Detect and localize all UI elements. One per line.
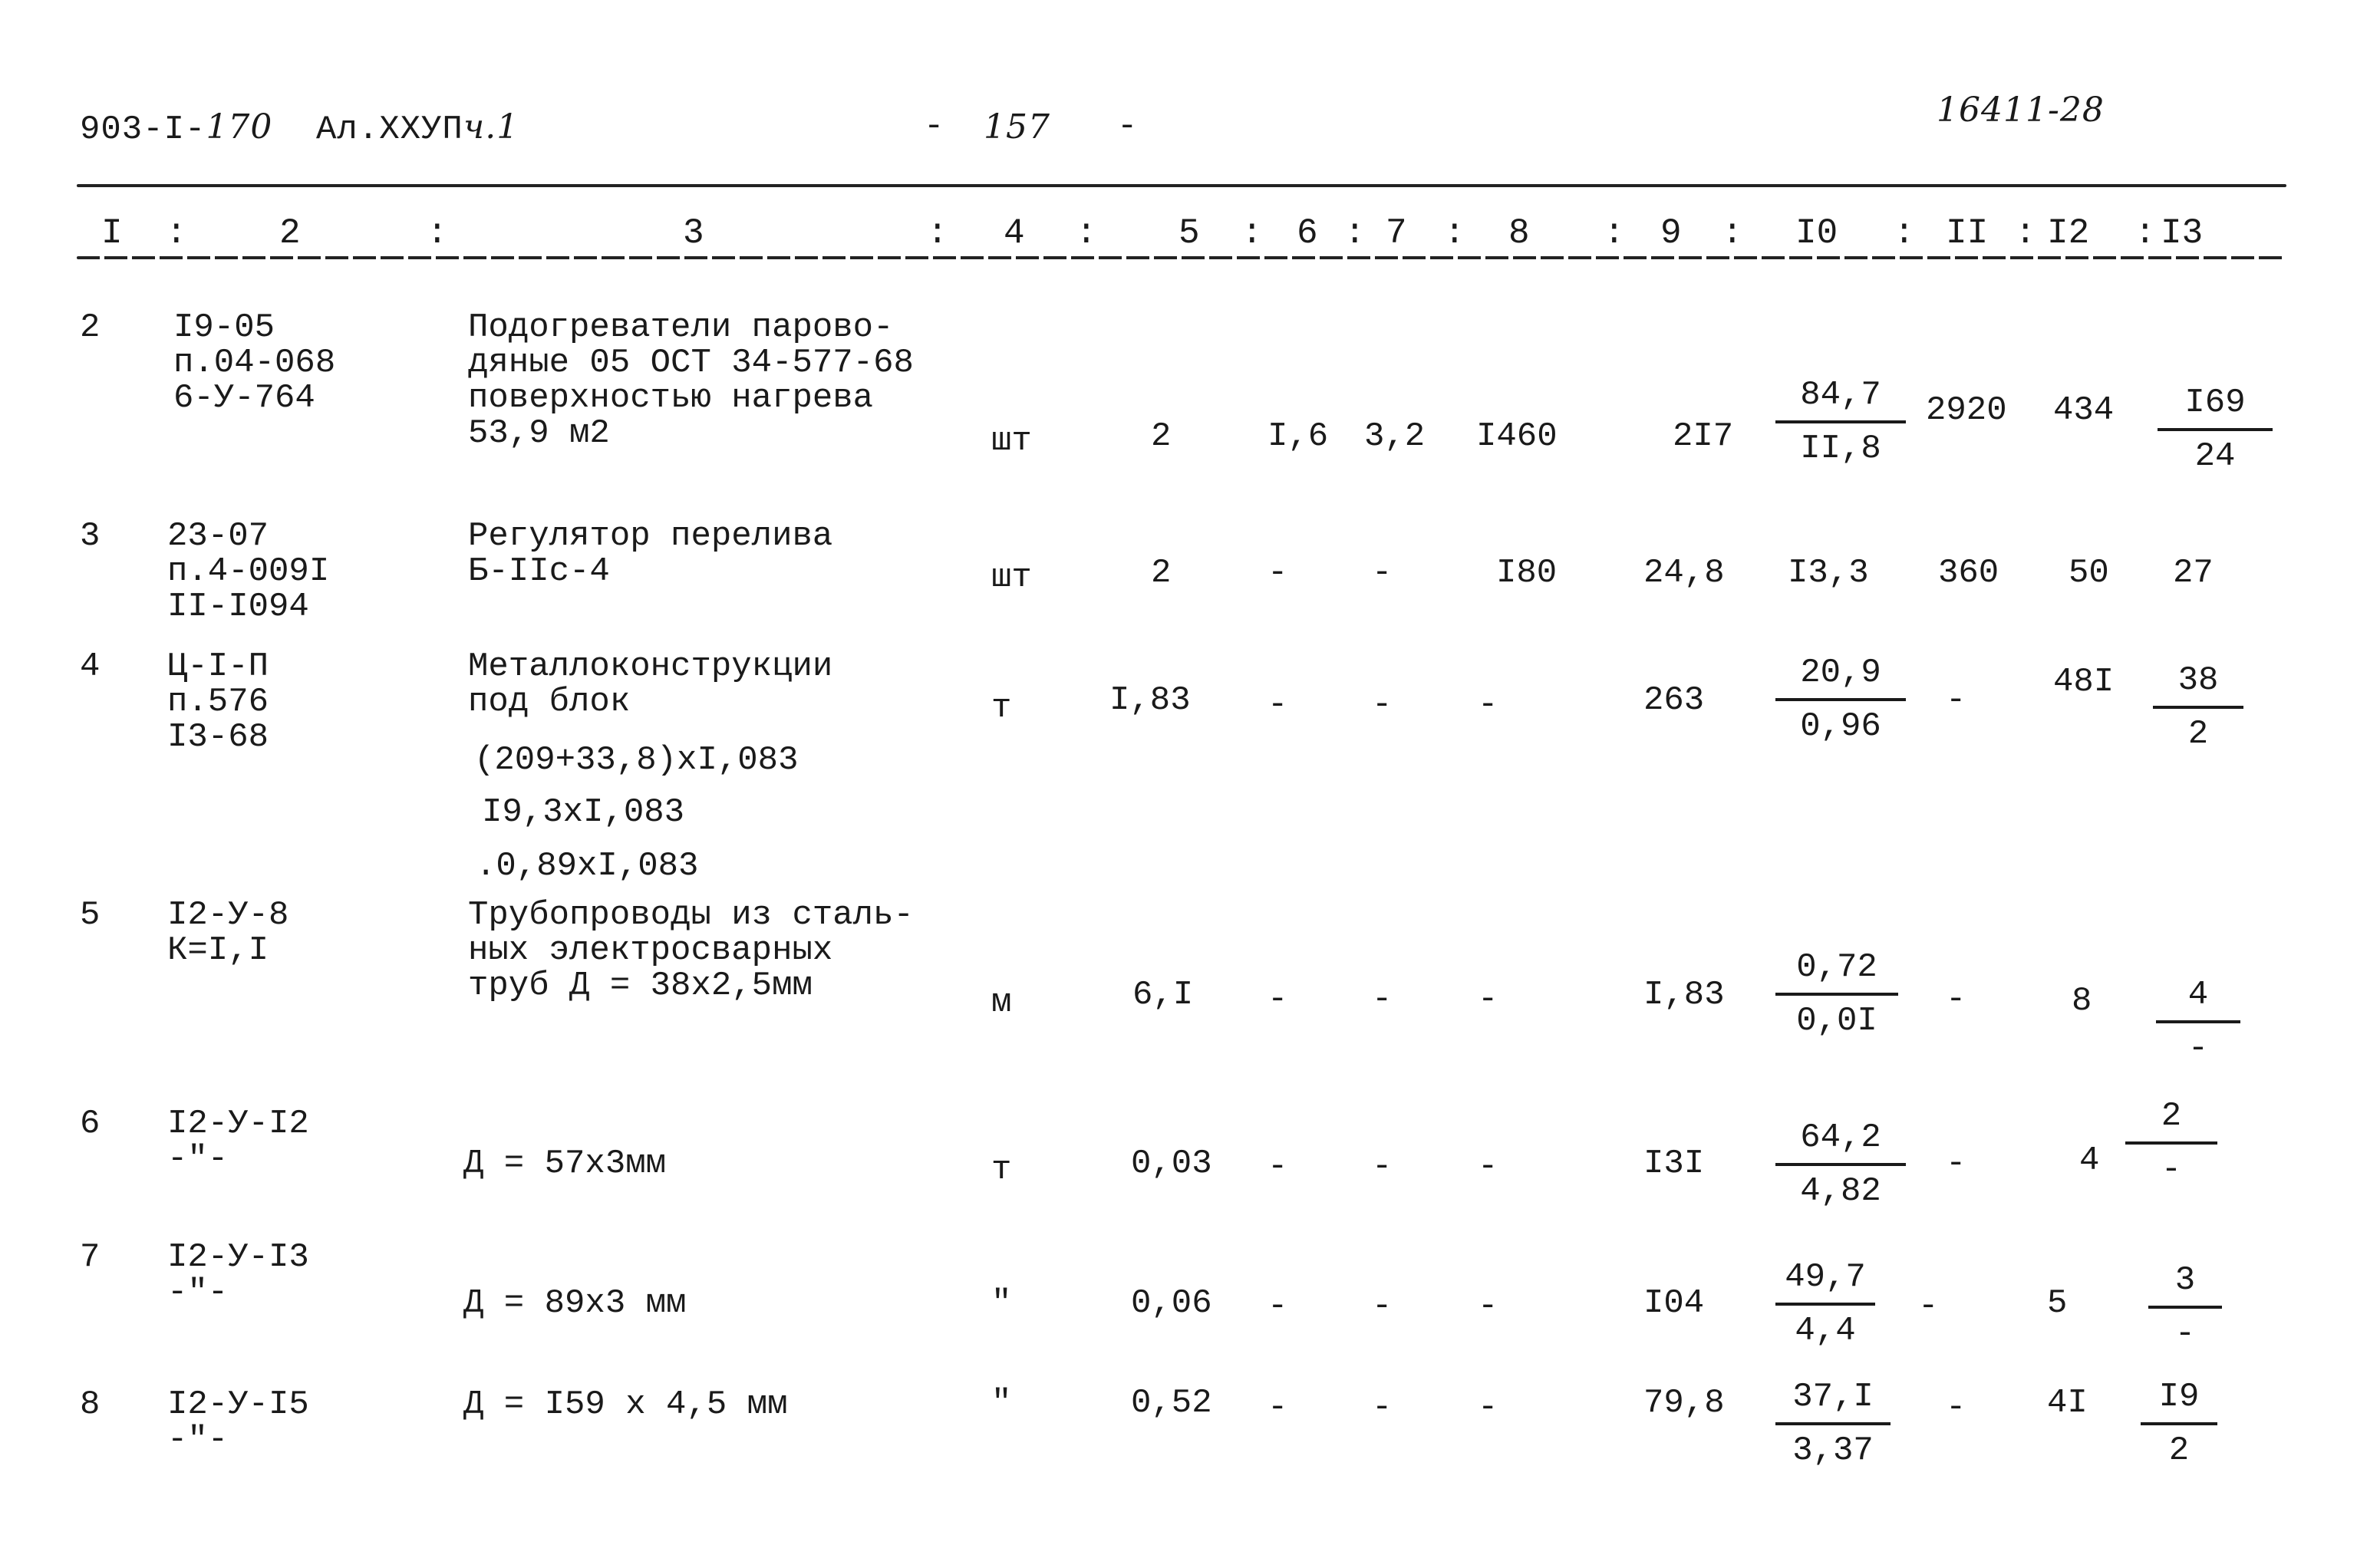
row-number: 4 [80,647,101,686]
col-10-bottom: II,8 [1800,430,1881,468]
col-11: - [1946,681,1966,720]
col-10-bottom: 4,82 [1800,1172,1881,1211]
col-13-bottom: - [2161,1151,2182,1189]
col-8: - [1478,1388,1498,1427]
col-7: - [1372,980,1393,1019]
unit: " [991,1284,1012,1323]
column-number: II [1946,213,1989,253]
col-10-top: 84,7 [1800,376,1881,414]
col-13-fraction [2148,1261,2222,1353]
column-number: 7 [1386,213,1407,253]
row-number: 3 [80,517,101,555]
row-number: 5 [80,896,101,934]
col-11: - [1918,1287,1939,1326]
item-name: Подогреватели парово- дяные 05 ОСТ 34-577-68 поверхностью нагрева 53,9 м2 [468,308,914,453]
doc-code-printed: 903-I- [80,110,206,149]
column-separator: : [927,213,948,253]
col-10-top: 0,72 [1796,948,1877,987]
fraction-bar [1775,698,1906,701]
col-10-fraction [1775,948,1898,1040]
col-10-top: 20,9 [1800,654,1881,692]
fraction-bar [2148,1306,2222,1309]
col-6: I,6 [1268,417,1329,456]
calc-line: I9,3xI,083 [482,793,685,832]
col-6: - [1268,1287,1288,1326]
page-number: 157 [984,107,1050,147]
fraction-bar [1775,1422,1891,1425]
col-13-top: 38 [2177,661,2219,700]
col-13-top: 3 [2174,1261,2196,1300]
unit: " [991,1384,1012,1422]
col-10-bottom: 4,4 [1795,1312,1856,1350]
col-6: - [1268,980,1288,1019]
col-10-top: 37,I [1792,1378,1874,1416]
col-7: - [1372,686,1393,724]
column-separator: : [2015,213,2036,253]
fraction-bar [1775,420,1906,423]
col-7: - [1372,1148,1393,1186]
fraction-bar [2158,428,2273,431]
item-name: Трубопроводы из сталь- ных электросварных труб Д = 38х2,5мм [468,896,914,1005]
col-8: - [1478,686,1498,724]
price-code: Ц-I-П п.576 I3-68 [167,647,269,756]
col-6: - [1268,686,1288,724]
column-separator: : [1604,213,1625,253]
fraction-bar [1775,1303,1875,1306]
column-number: I2 [2047,213,2090,253]
col-8: I80 [1496,554,1558,592]
item-name: Регулятор перелива Б-IIс-4 [468,517,833,591]
col-9: 2I7 [1673,417,1734,456]
row-number: 2 [80,308,101,347]
col-7: - [1372,1388,1393,1427]
page-dash-right: - [1117,107,1139,146]
col-13-bottom: - [2187,1029,2209,1068]
col-8: - [1478,1287,1498,1326]
column-number: I [101,213,123,253]
item-name: Металлоконструкции под блок [468,647,833,721]
quantity: 2 [1151,554,1172,592]
header-underline [77,256,2286,259]
price-code: 23-07 п.4-009I II-I094 [167,517,330,626]
unit: т [991,1151,1012,1189]
col-11: - [1946,1145,1966,1183]
column-separator: : [1241,213,1263,253]
price-code: I2-У-I5 -"- [167,1385,309,1459]
column-separator: : [1722,213,1743,253]
col-13-top: 4 [2187,976,2209,1014]
price-code: I2-У-I3 -"- [167,1238,309,1312]
col-13-fraction [2125,1097,2217,1189]
col-12: 4I [2047,1384,2088,1422]
column-number: 6 [1297,213,1318,253]
column-number: 9 [1660,213,1682,253]
unit: шт [991,558,1032,597]
col-11: 360 [1938,554,1999,592]
column-number: 2 [279,213,301,253]
col-9: 263 [1643,681,1705,720]
column-separator: : [166,213,187,253]
col-13: 27 [2173,554,2214,592]
column-separator: : [1894,213,1915,253]
doc-code-handwritten: 170 [206,107,273,147]
col-8: - [1478,980,1498,1019]
fraction-bar [2125,1141,2217,1145]
calc-line: (209+33,8)xI,083 [474,741,799,779]
col-13-bottom: - [2174,1315,2196,1353]
col-7: - [1372,1287,1393,1326]
col-11: - [1946,980,1966,1019]
col-13-bottom: 24 [2194,437,2236,476]
col-13-bottom: 2 [2187,715,2209,753]
col-13-fraction [2156,976,2240,1068]
album-printed: Ал.ХХУП [316,110,463,149]
quantity: 2 [1151,417,1172,456]
quantity: 6,I [1132,976,1194,1014]
price-code: I9-05 п.04-068 6-У-764 [173,308,336,417]
col-11: - [1946,1388,1966,1427]
fraction-bar [1775,1163,1906,1166]
item-name: Д = 89х3 мм [463,1284,687,1323]
unit: т [991,689,1012,727]
archive-stamp: 16411-28 [1937,91,2105,130]
album-ref [316,107,519,149]
column-number: 8 [1508,213,1530,253]
col-9: 24,8 [1643,554,1725,592]
column-separator: : [2134,213,2156,253]
price-code: I2-У-I2 -"- [167,1105,309,1178]
col-12: 8 [2072,982,2092,1020]
col-10-fraction [1775,1258,1875,1350]
col-7: 3,2 [1364,417,1426,456]
col-12: 50 [2069,554,2109,592]
column-number: I0 [1795,213,1838,253]
col-9: I,83 [1643,976,1725,1014]
col-12: 434 [2053,391,2115,430]
quantity: 0,52 [1131,1384,1212,1422]
col-10-bottom: 0,96 [1800,707,1881,746]
col-10-bottom: 0,0I [1796,1002,1877,1040]
unit: шт [991,422,1032,460]
col-10-bottom: 3,37 [1792,1431,1874,1470]
unit: м [991,983,1012,1022]
col-13-fraction [2141,1378,2217,1470]
col-13-fraction [2158,384,2273,476]
price-code: I2-У-8 К=I,I [167,896,289,970]
col-13-bottom: 2 [2168,1431,2190,1470]
fraction-bar [2156,1020,2240,1023]
item-name: Д = 57х3мм [463,1145,667,1183]
col-6: - [1268,1388,1288,1427]
col-10-fraction [1775,1378,1891,1470]
col-13-fraction [2153,661,2243,753]
col-12: 48I [2053,663,2115,701]
col-12: 4 [2079,1141,2100,1180]
col-10-top: 64,2 [1800,1118,1881,1157]
column-number: 4 [1004,213,1025,253]
col-9: I3I [1643,1145,1705,1183]
col-6: - [1268,554,1288,592]
column-separator: : [1344,213,1366,253]
column-number: I3 [2161,213,2204,253]
col-13-top: I69 [2184,384,2246,422]
column-separator: : [1076,213,1097,253]
col-9: I04 [1643,1284,1705,1323]
column-number: 5 [1178,213,1200,253]
calc-line: .0,89xI,083 [476,847,699,885]
quantity: I,83 [1109,681,1191,720]
page-dash-left: - [924,107,945,146]
column-separator: : [1444,213,1465,253]
col-13-top: I9 [2158,1378,2200,1416]
column-number: 3 [683,213,704,253]
col-9: 79,8 [1643,1384,1725,1422]
fraction-bar [1775,993,1898,996]
col-10-fraction [1775,376,1906,468]
row-number: 8 [80,1385,101,1424]
doc-code [80,107,272,149]
top-rule [77,184,2286,187]
col-8: I460 [1476,417,1558,456]
col-10-fraction [1775,654,1906,746]
col-11: 2920 [1926,391,2007,430]
col-10-top: 49,7 [1785,1258,1866,1296]
column-separator: : [427,213,448,253]
col-8: - [1478,1148,1498,1186]
col-10: I3,3 [1788,554,1869,592]
row-number: 7 [80,1238,101,1276]
row-number: 6 [80,1105,101,1143]
fraction-bar [2141,1422,2217,1425]
col-7: - [1372,554,1393,592]
col-6: - [1268,1148,1288,1186]
quantity: 0,03 [1131,1145,1212,1183]
album-handwritten: ч.1 [463,107,519,147]
item-name: Д = I59 х 4,5 мм [463,1385,788,1424]
col-12: 5 [2047,1284,2068,1323]
fraction-bar [2153,706,2243,709]
quantity: 0,06 [1131,1284,1212,1323]
col-10-fraction [1775,1118,1906,1211]
col-13-top: 2 [2161,1097,2182,1135]
